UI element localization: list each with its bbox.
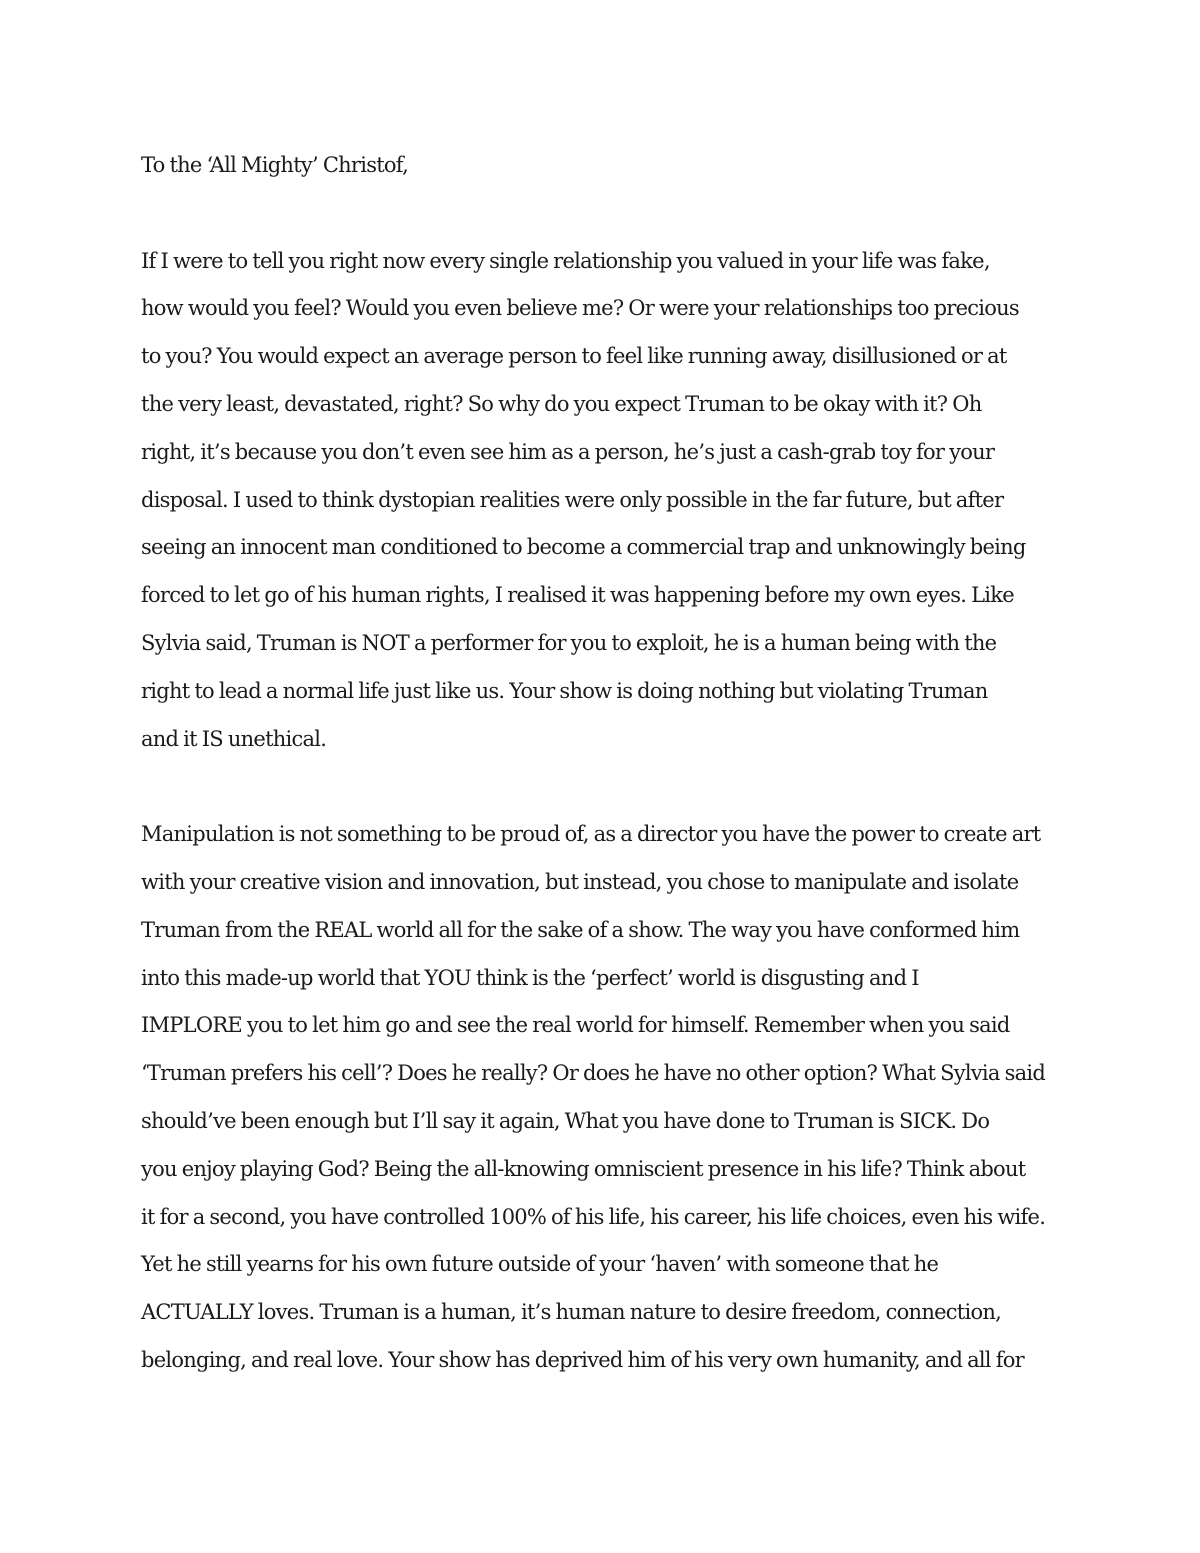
paragraph-gap [141, 763, 1061, 811]
text-line: Sylvia said, Truman is NOT a performer for you to exploit, he is a human being with the [141, 630, 997, 655]
text-line: seeing an innocent man conditioned to become a commercial trap and unknowingly being [141, 535, 1026, 560]
text-line: disposal. I used to think dystopian realities were only possible in the far future, but after [141, 487, 1004, 512]
text-line: belonging, and real love. Your show has deprived him of his very own humanity, and all for [141, 1347, 1024, 1372]
text-line: forced to let go of his human rights, I realised it was happening before my own eyes. Like [141, 583, 1014, 608]
text-line: right to lead a normal life just like us. Your show is doing nothing but violating Truman [141, 678, 988, 703]
text-line: ACTUALLY loves. Truman is a human, it’s human nature to desire freedom, connection, [141, 1300, 1002, 1325]
paragraph-gap [141, 190, 1061, 238]
text-line: to you? You would expect an average person to feel like running away, disillusioned or at [141, 344, 1007, 369]
letter-body [141, 142, 1061, 1385]
text-line: Truman from the REAL world all for the sake of a show. The way you have conformed him [141, 917, 1020, 942]
text-line: with your creative vision and innovation, but instead, you chose to manipulate and isolate [141, 869, 1019, 894]
text-line: IMPLORE you to let him go and see the real world for himself. Remember when you said [141, 1013, 1010, 1038]
paragraph-2 [141, 811, 1061, 1385]
text-line: the very least, devastated, right? So why do you expect Truman to be okay with it? Oh [141, 391, 982, 416]
text-line: should’ve been enough but I’ll say it again, What you have done to Truman is SICK. Do [141, 1108, 990, 1133]
text-line: how would you feel? Would you even believe me? Or were your relationships too precious [141, 296, 1019, 321]
text-line: it for a second, you have controlled 100% of his life, his career, his life choices, even his wife. [141, 1204, 1046, 1229]
text-line: Yet he still yearns for his own future outside of your ‘haven’ with someone that he [141, 1252, 939, 1277]
paragraph-1 [141, 238, 1061, 764]
text-line: and it IS unethical. [141, 726, 327, 751]
text-line: into this made-up world that YOU think is the ‘perfect’ world is disgusting and I [141, 965, 919, 990]
text-line: Manipulation is not something to be proud of, as a director you have the power to create art [141, 822, 1041, 847]
text-line: If I were to tell you right now every single relationship you valued in your life was fake, [141, 248, 990, 273]
text-line: right, it’s because you don’t even see him as a person, he’s just a cash-grab toy for your [141, 439, 995, 464]
text-line: ‘Truman prefers his cell’? Does he really? Or does he have no other option? What Sylvia said [141, 1061, 1046, 1086]
salutation: To the ‘All Mighty’ Christof, [141, 153, 408, 177]
text-line: you enjoy playing God? Being the all-knowing omniscient presence in his life? Think about [141, 1156, 1026, 1181]
